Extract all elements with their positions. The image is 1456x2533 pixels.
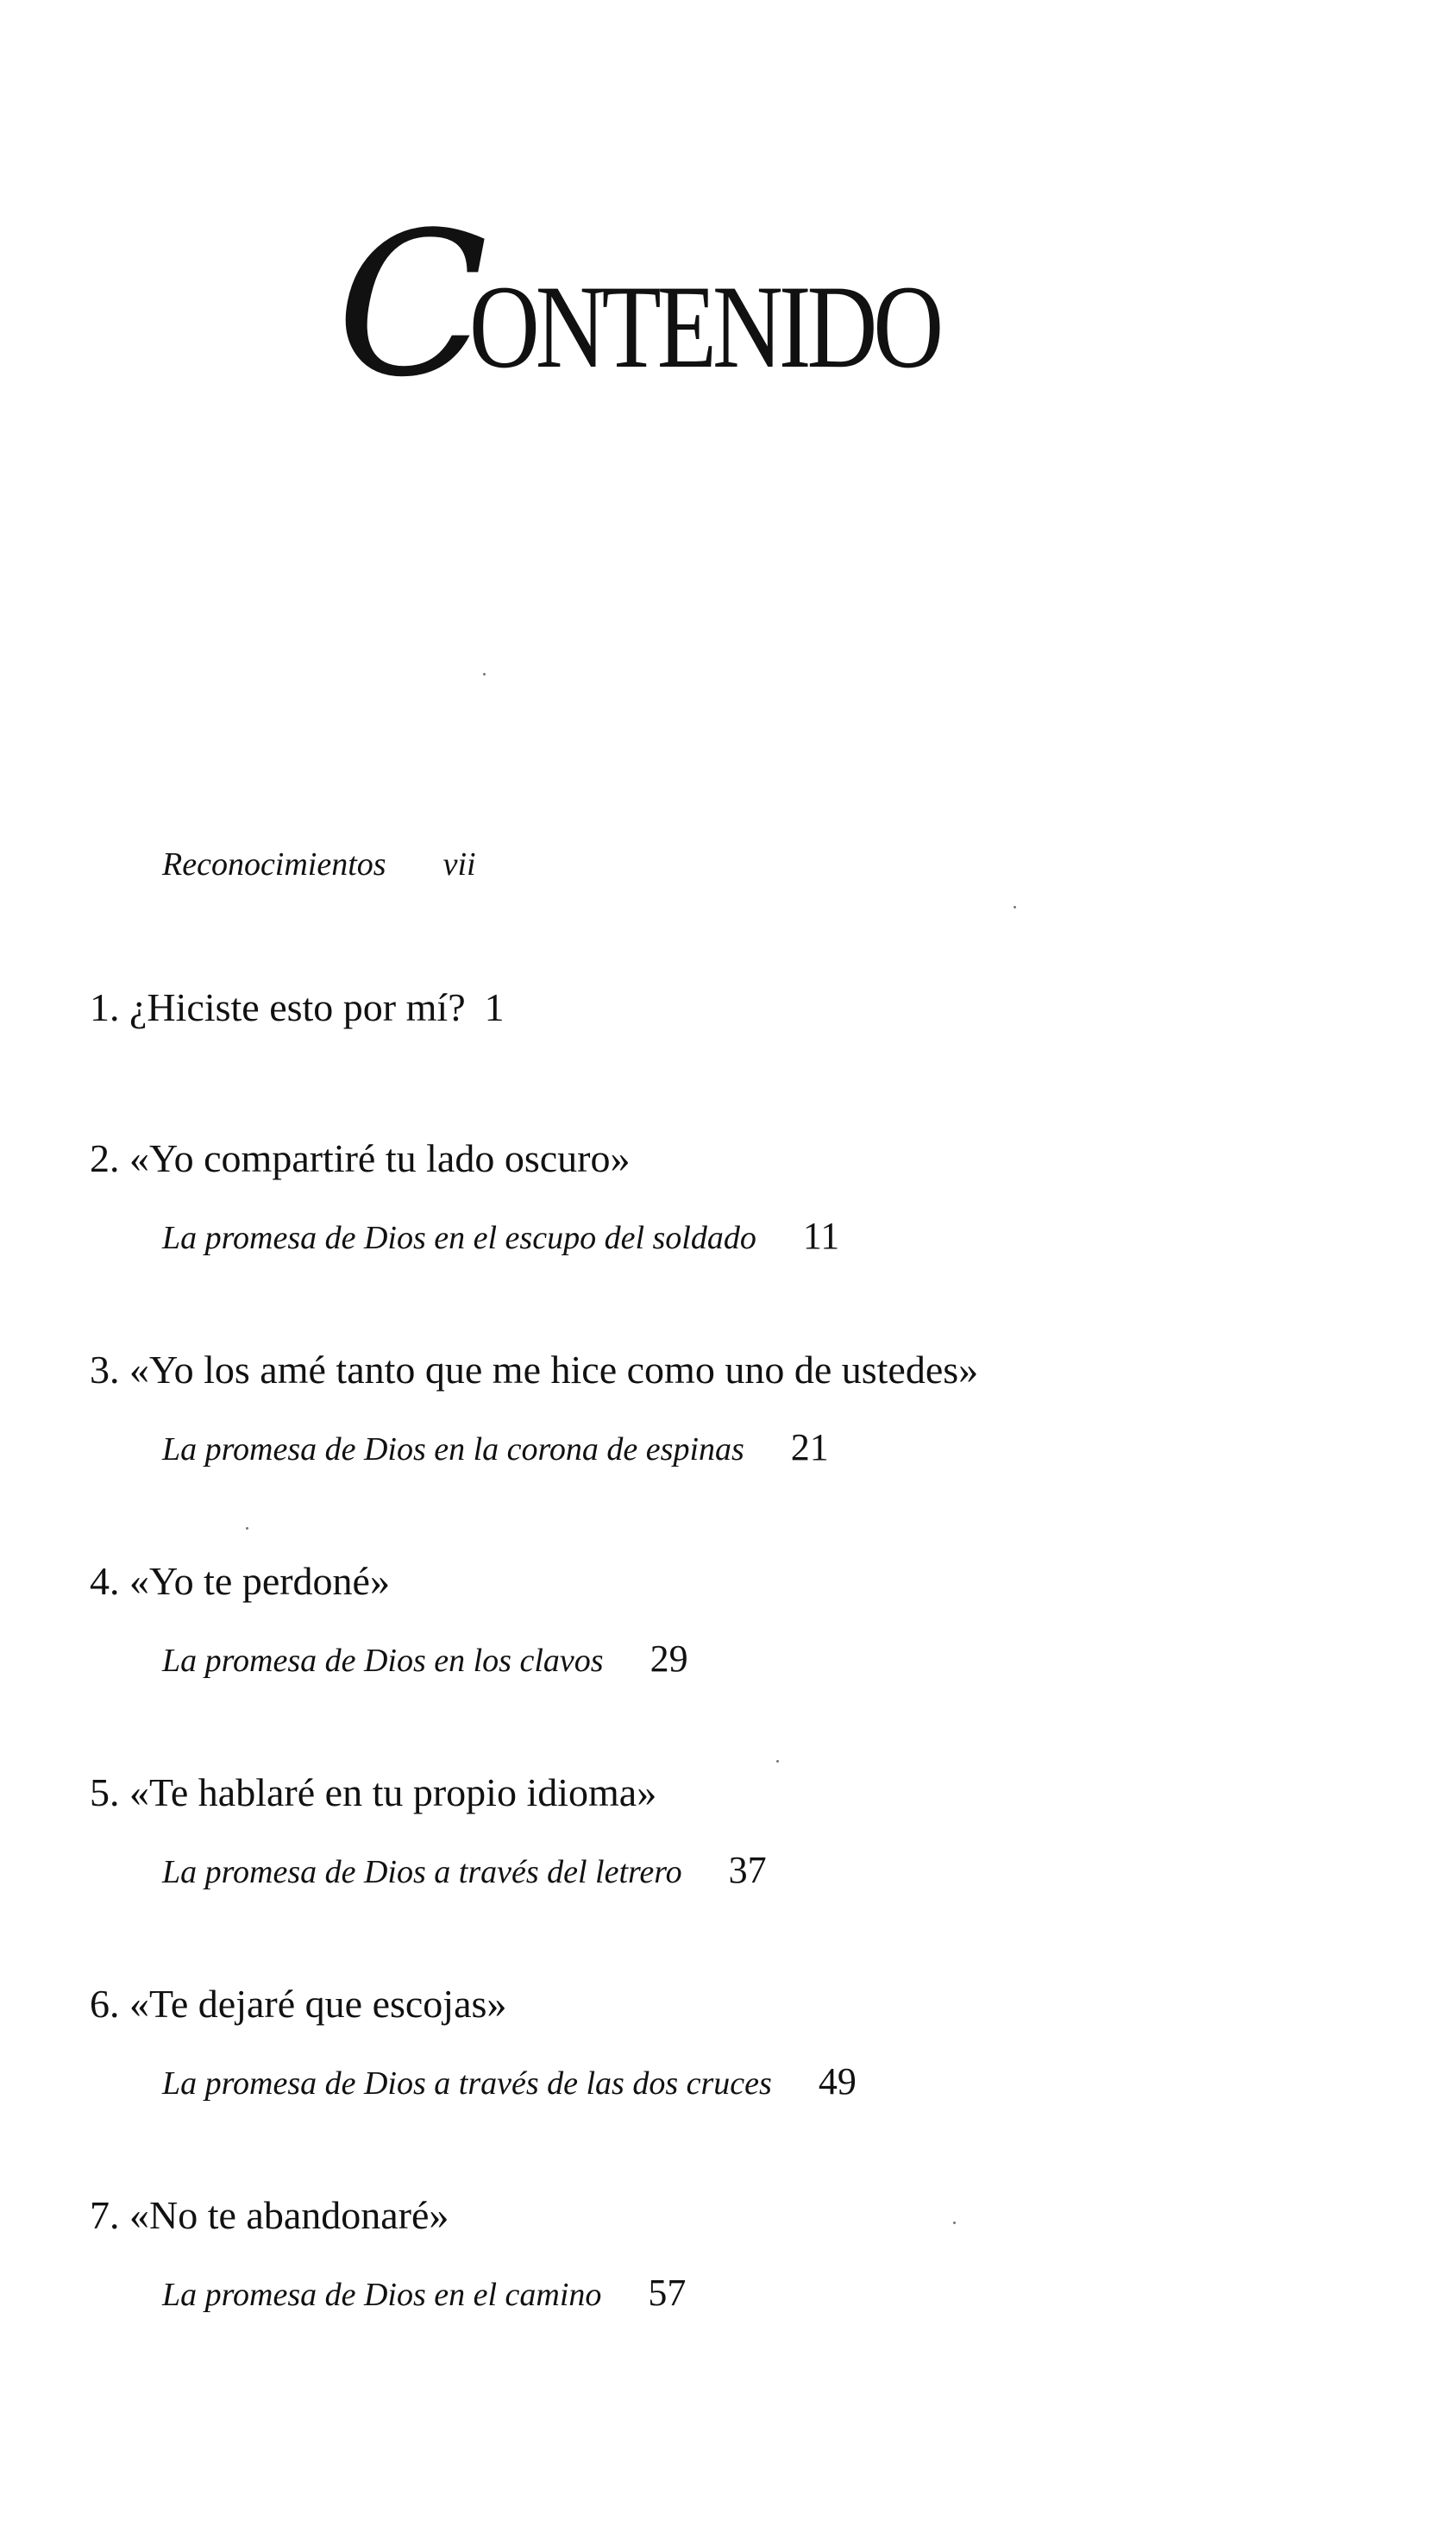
chapter-subtitle-line [162,1424,978,1474]
chapter-title: «Te hablaré en tu propio idioma» [129,1770,657,1814]
scan-speck [953,2222,956,2224]
chapter-page: 1 [484,985,505,1029]
chapter-subtitle-line [162,1212,839,1262]
toc-entry-chapter-4[interactable] [90,1557,688,1685]
chapter-subtitle-line [162,2058,857,2108]
scan-speck [483,673,486,676]
chapter-heading [90,984,505,1032]
scan-speck [1014,906,1016,908]
chapter-subtitle: La promesa de Dios a través de las dos cruces [162,2065,772,2102]
title-initial: C [336,191,488,421]
toc-entry-chapter-1[interactable] [90,984,505,1032]
chapter-title: «Te dejaré que escojas» [129,1982,507,2026]
chapter-page: 21 [790,1426,829,1468]
chapter-page: 49 [818,2060,857,2102]
chapter-heading [90,1135,839,1183]
toc-entry-acknowledgments[interactable] [162,845,476,883]
chapter-heading [90,2191,686,2240]
chapter-subtitle-line [162,2269,686,2319]
chapter-number: 4. [90,1559,120,1603]
chapter-number: 1. [90,985,120,1029]
chapter-heading [90,1980,857,2028]
scan-speck [776,1760,779,1763]
chapter-number: 5. [90,1770,120,1814]
chapter-page: 11 [802,1215,840,1257]
chapter-title: «No te abandonaré» [129,2193,449,2237]
chapter-number: 2. [90,1136,120,1180]
chapter-page: 29 [650,1637,688,1680]
chapter-heading [90,1557,688,1606]
acknowledgments-page: vii [442,846,476,883]
chapter-title: «Yo te perdoné» [129,1559,390,1603]
chapter-subtitle-line [162,1635,688,1685]
acknowledgments-label: Reconocimientos [162,846,386,883]
toc-entry-chapter-3[interactable] [90,1346,978,1474]
chapter-subtitle: La promesa de Dios en la corona de espinas [162,1431,744,1468]
chapter-subtitle-line [162,1846,767,1896]
chapter-subtitle: La promesa de Dios en los clavos [162,1643,604,1679]
chapter-heading [90,1769,767,1817]
chapter-title: «Yo los amé tanto que me hice como uno de ustedes» [129,1348,979,1392]
toc-entry-chapter-7[interactable] [90,2191,686,2319]
title-rest: ONTENIDO [468,261,940,393]
page-title [336,191,1043,421]
scan-speck [246,1527,248,1530]
chapter-page: 57 [648,2272,687,2314]
toc-entry-chapter-5[interactable] [90,1769,767,1896]
chapter-subtitle: La promesa de Dios en el camino [162,2277,602,2313]
chapter-title: «Yo compartiré tu lado oscuro» [129,1136,631,1180]
chapter-number: 3. [90,1348,120,1392]
chapter-heading [90,1346,978,1394]
chapter-title: ¿Hiciste esto por mí? [129,985,466,1029]
chapter-page: 37 [728,1849,767,1891]
chapter-subtitle: La promesa de Dios en el escupo del soldado [162,1220,756,1256]
toc-entry-chapter-2[interactable] [90,1135,839,1262]
chapter-subtitle: La promesa de Dios a través del letrero [162,1854,682,1890]
chapter-number: 7. [90,2193,120,2237]
chapter-number: 6. [90,1982,120,2026]
toc-entry-chapter-6[interactable] [90,1980,857,2108]
